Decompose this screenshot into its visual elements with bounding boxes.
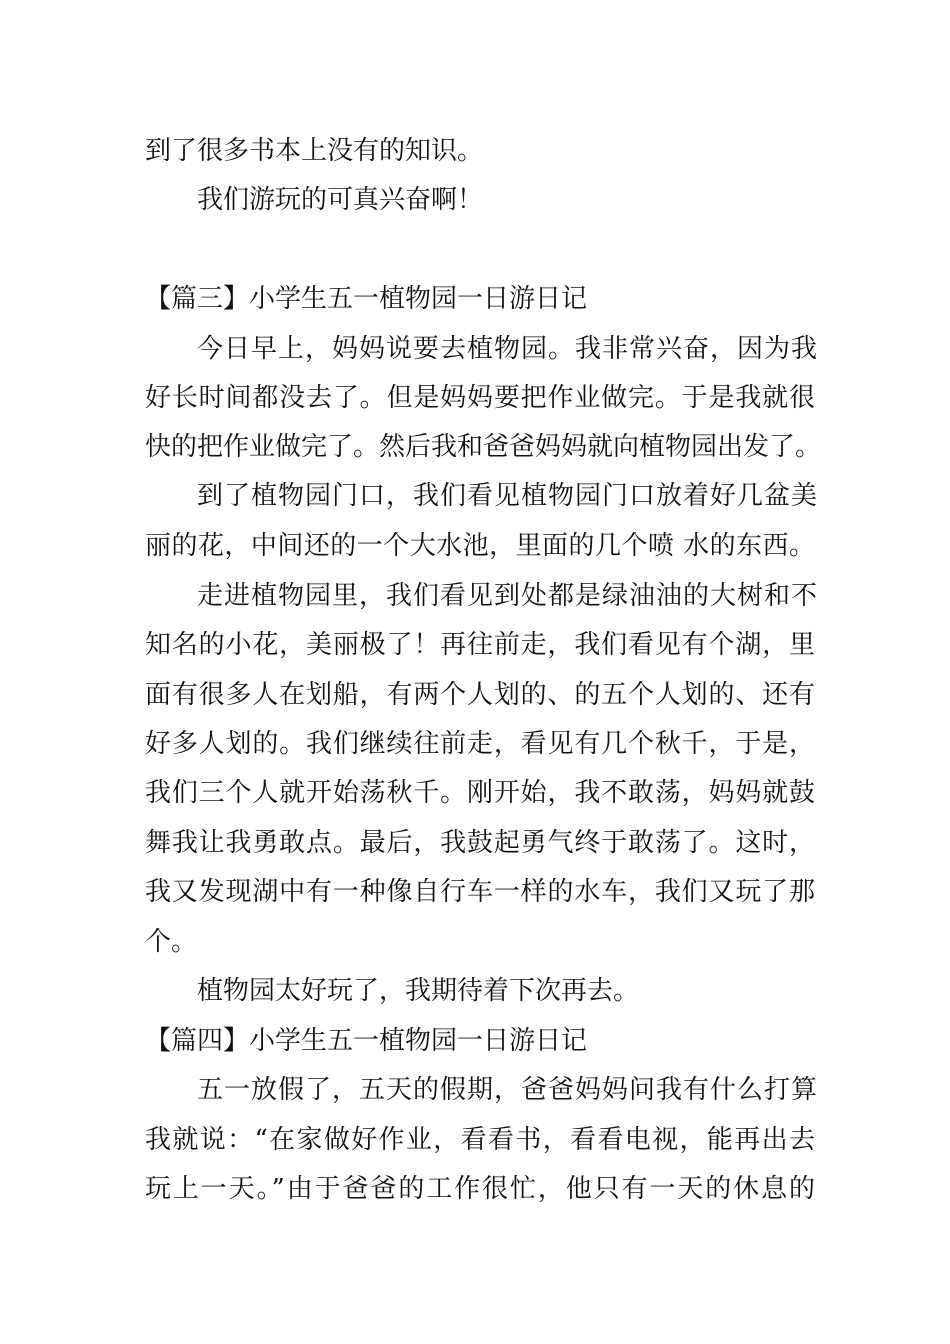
paragraph-line: 个。 [145,927,198,957]
paragraph-line: 丽的花，中间还的一个大水池，里面的几个喷 水的东西。 [145,531,815,561]
paragraph-line: 好多人划的。我们继续往前走，看见有几个秋千，于是， [145,729,815,759]
paragraph-line: 舞我让我勇敢点。最后，我鼓起勇气终于敢荡了。这时， [145,828,815,858]
paragraph-line: 我又发现湖中有一种像自行车一样的水车，我们又玩了那 [145,877,815,907]
paragraph-line: 到了很多书本上没有的知识。 [145,136,484,166]
paragraph-line: 走进植物园里，我们看见到处都是绿油油的大树和不 [197,581,817,611]
paragraph-line: 五一放假了，五天的假期，爸爸妈妈问我有什么打算 [197,1075,817,1105]
paragraph-line: 我们三个人就开始荡秋千。刚开始，我不敢荡，妈妈就鼓 [145,778,815,808]
paragraph-line: 好长时间都没去了。但是妈妈要把作业做完。于是我就很 [145,383,815,413]
paragraph-line: 面有很多人在划船，有两个人划的、的五个人划的、还有 [145,680,815,710]
paragraph-line: 植物园太好玩了，我期待着下次再去。 [197,976,640,1006]
section-heading: 【篇四】小学生五一植物园一日游日记 [145,1026,588,1056]
paragraph-line: 知名的小花，美丽极了！再往前走，我们看见有个湖，里 [145,630,815,660]
paragraph-line: 玩上一天。”由于爸爸的工作很忙，他只有一天的休息的 [145,1174,815,1204]
paragraph-line: 快的把作业做完了。然后我和爸爸妈妈就向植物园出发了。 [145,432,822,462]
section-heading: 【篇三】小学生五一植物园一日游日记 [145,284,588,314]
paragraph-line: 到了植物园门口，我们看见植物园门口放着好几盆美 [197,481,817,511]
paragraph-line: 我们游玩的可真兴奋啊！ [197,185,484,215]
paragraph-line: 今日早上，妈妈说要去植物园。我非常兴奋，因为我 [197,334,817,364]
paragraph-line: 我就说：“在家做好作业，看看书，看看电视，能再出去 [145,1125,815,1155]
